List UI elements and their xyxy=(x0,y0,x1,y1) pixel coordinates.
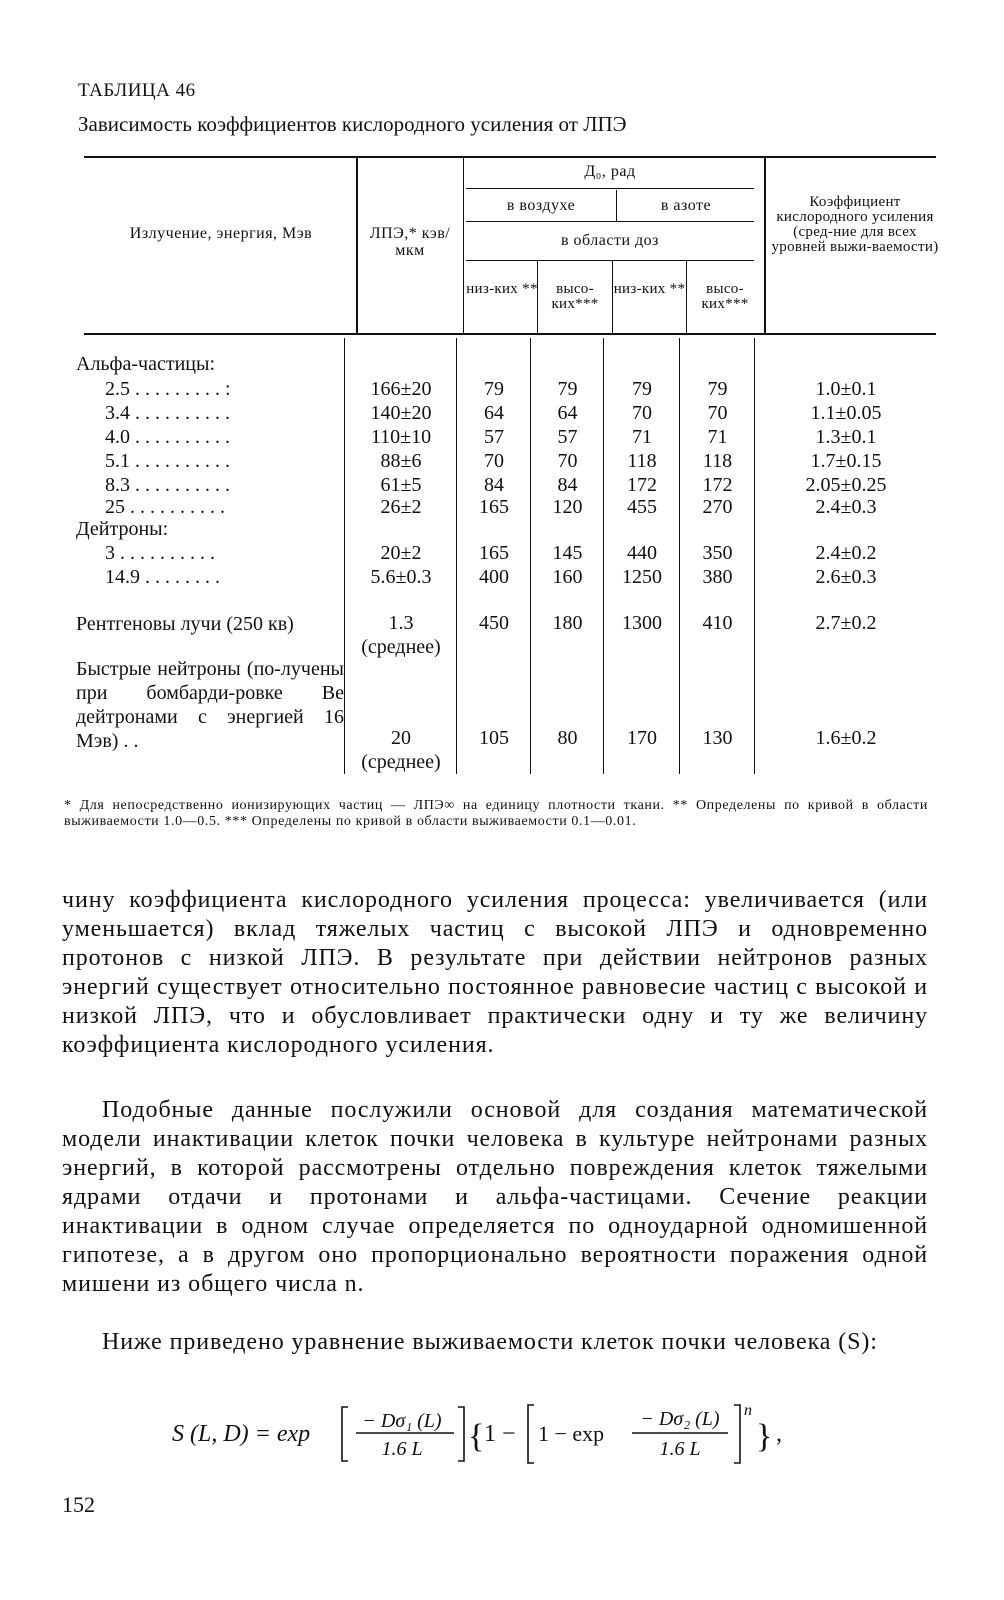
cell-air-high: 84 xyxy=(557,474,578,496)
cell-n2-high: 118 xyxy=(702,450,733,472)
d0-rule xyxy=(466,188,754,189)
header-in-nitrogen: в азоте xyxy=(660,197,712,214)
row-label: 3.4 . . . . . . . . . . xyxy=(105,402,230,424)
header-low-n2: низ-ких ** xyxy=(613,281,686,297)
cell-air-high: 120 xyxy=(552,496,583,518)
header-vline-6 xyxy=(612,261,613,334)
cell-oer: 1.3±0.1 xyxy=(815,426,877,448)
cell-air-high: 79 xyxy=(557,378,578,400)
header-vline-1 xyxy=(356,158,358,334)
formula-inner: 1 − exp xyxy=(538,1421,605,1446)
group-deuterons: Дейтроны: xyxy=(76,518,169,540)
header-let: ЛПЭ,* кэв/мкм xyxy=(369,225,451,259)
cell-oer: 1.6±0.2 xyxy=(815,727,877,749)
formula-mid: 1 − xyxy=(484,1421,516,1447)
bracket-left-2 xyxy=(528,1405,534,1463)
cell-n2-high: 79 xyxy=(707,378,728,400)
formula-tail: , xyxy=(776,1421,782,1447)
cell-n2-low: 1300 xyxy=(622,612,662,634)
cell-n2-low: 172 xyxy=(627,474,657,496)
cell-let: 61±5 xyxy=(380,474,422,496)
header-in-air: в воздухе xyxy=(506,197,576,214)
cell-n2-high: 270 xyxy=(702,496,733,518)
cell-n2-high: 380 xyxy=(702,566,733,588)
paragraph-2: Подобные данные послужили основой для создания математической модели инактивации клеток почки человека в культуре нейтронами разных энергий, в которой рассмотрены отдельно повреждения клеток тяжелыми ядрами отдачи и протонами и альфа-частицами. Сечение реакции инактивации в одном случае определяется по одноударной одномишенной гипотезе, а в другом оно пропорционально вероятности поражения одной мишени из общего числа n. xyxy=(62,1097,928,1297)
header-oer: Коэффициент кислородного усиления (сред-ние для всех уровней выжи-ваемости) xyxy=(771,194,939,255)
cell-n2-low: 455 xyxy=(627,496,657,518)
formula-num1: − Dσ₁ (L) xyxy=(362,1410,442,1432)
row-label: 3 . . . . . . . . . . xyxy=(105,542,215,564)
header-low-air: низ-ких ** xyxy=(466,281,538,297)
row-label: Рентгеновы лучи (250 кв) xyxy=(76,613,294,635)
cell-let: 5.6±0.3 xyxy=(370,566,432,588)
cell-oer: 1.1±0.05 xyxy=(810,402,882,424)
cell-air-high: 80 xyxy=(557,727,578,749)
paragraph-1: чину коэффициента кислородного усиления процесса: увеличивается (или уменьшается) вклад тяжелых частиц с высокой ЛПЭ и одновременно протонов с низкой ЛПЭ. В результате при действии нейтронов разных энергий существует относительно постоянное равновесие частиц с высокой и низкой ЛПЭ, что и обусловливает практически одну и ту же величину коэффициента кислородного усиления. xyxy=(62,887,928,1058)
cell-oer: 1.0±0.1 xyxy=(815,378,877,400)
cell-let: 140±20 xyxy=(370,402,432,424)
formula-num2: − Dσ₂ (L) xyxy=(640,1408,720,1430)
bracket-right-2 xyxy=(734,1405,740,1463)
table-title: Зависимость коэффициентов кислородного усиления от ЛПЭ xyxy=(78,112,627,136)
cell-air-high: 57 xyxy=(557,426,578,448)
cell-let: 1.3 xyxy=(388,612,414,634)
cell-air-low: 57 xyxy=(484,426,504,448)
cell-n2-low: 70 xyxy=(632,402,652,424)
cell-air-low: 64 xyxy=(484,402,504,424)
row-label: 2.5 . . . . . . . . . : xyxy=(105,378,231,400)
cell-air-low: 450 xyxy=(479,612,509,634)
table-label: ТАБЛИЦА 46 xyxy=(78,80,196,101)
header-d0: Д₀, рад xyxy=(584,163,636,180)
row-label: 8.3 . . . . . . . . . . xyxy=(105,474,230,496)
row-label: 25 . . . . . . . . . . xyxy=(105,496,225,518)
row-label: 4.0 . . . . . . . . . . xyxy=(105,426,230,448)
body-vline-1 xyxy=(344,338,345,774)
cell-air-low: 70 xyxy=(484,450,504,472)
cell-n2-high: 71 xyxy=(707,426,728,448)
air-nitrogen-rule xyxy=(466,221,754,222)
cell-air-high: 180 xyxy=(552,612,583,634)
cell-n2-low: 1250 xyxy=(622,566,662,588)
bracket-right-1 xyxy=(458,1407,464,1461)
cell-n2-high: 172 xyxy=(702,474,733,496)
formula-power: n xyxy=(744,1402,752,1419)
cell-n2-high: 130 xyxy=(702,727,733,749)
cell-air-high: 64 xyxy=(557,402,578,424)
body-vline-4 xyxy=(603,338,604,774)
formula-den2: 1.6 L xyxy=(659,1438,701,1460)
body-vline-6 xyxy=(754,338,755,774)
cell-oer: 2.4±0.3 xyxy=(815,496,877,518)
cell-air-low: 79 xyxy=(484,378,504,400)
cell-air-low: 165 xyxy=(479,496,509,518)
row-label: 5.1 . . . . . . . . . . xyxy=(105,450,230,472)
row-label: Быстрые нейтроны (по-лучены при бомбарди-ровке Ве дейтронами с энергией 16 Мэв) . . xyxy=(76,658,344,752)
group-alpha: Альфа-частицы: xyxy=(76,353,215,375)
cell-let-note: (среднее) xyxy=(361,751,441,773)
cell-let: 26±2 xyxy=(380,496,422,518)
cell-n2-low: 118 xyxy=(627,450,657,472)
cell-let: 20±2 xyxy=(380,542,422,564)
header-high-air: высо-ких*** xyxy=(551,281,599,312)
cell-n2-low: 440 xyxy=(627,542,657,564)
body-vline-5 xyxy=(679,338,680,774)
header-high-n2: высо-ких*** xyxy=(701,281,749,312)
cell-oer: 1.7±0.15 xyxy=(810,450,882,472)
table-footnote: * Для непосредственно ионизирующих частиц — ЛПЭ∞ на единицу плотности ткани. ** Определены по кривой в области выживаемости 1.0—0.5. *** Определены по кривой в области выживаемости 0.1—0.01. xyxy=(64,798,928,829)
table-top-rule xyxy=(84,156,936,158)
body-vline-2 xyxy=(456,338,457,774)
cell-let-note: (среднее) xyxy=(361,636,441,658)
body-vline-3 xyxy=(530,338,531,774)
row-label: 14.9 . . . . . . . . xyxy=(105,566,220,588)
cell-air-low: 84 xyxy=(484,474,504,496)
cell-let: 88±6 xyxy=(380,450,422,472)
dose-region-rule xyxy=(466,260,754,261)
cell-n2-low: 79 xyxy=(632,378,652,400)
brace-left: { xyxy=(468,1418,485,1455)
header-dose-region: в области доз xyxy=(561,232,659,249)
cell-air-high: 70 xyxy=(557,450,578,472)
paragraph-3: Ниже приведено уравнение выживаемости клеток почки человека (S): xyxy=(102,1329,878,1355)
header-radiation: Излучение, энергия, Мэв xyxy=(129,225,313,242)
header-bottom-rule xyxy=(84,333,936,335)
cell-n2-high: 70 xyxy=(707,402,728,424)
bracket-left-1 xyxy=(342,1407,348,1461)
header-vline-3 xyxy=(764,158,766,334)
cell-oer: 2.05±0.25 xyxy=(805,474,887,496)
cell-oer: 2.4±0.2 xyxy=(815,542,877,564)
formula-lhs: S (L, D) = exp xyxy=(172,1421,311,1447)
cell-n2-high: 410 xyxy=(702,612,733,634)
header-vline-2 xyxy=(463,158,464,334)
cell-n2-low: 71 xyxy=(632,426,652,448)
cell-air-high: 160 xyxy=(552,566,583,588)
survival-equation xyxy=(172,1393,872,1473)
cell-air-low: 165 xyxy=(479,542,509,564)
page-number: 152 xyxy=(62,1492,95,1517)
cell-let: 110±10 xyxy=(370,426,432,448)
brace-right: } xyxy=(756,1418,773,1455)
cell-let: 20 xyxy=(391,727,411,749)
cell-n2-high: 350 xyxy=(702,542,733,564)
cell-let: 166±20 xyxy=(370,378,432,400)
formula-den1: 1.6 L xyxy=(381,1438,423,1460)
header-vline-4 xyxy=(616,190,617,222)
cell-oer: 2.7±0.2 xyxy=(815,612,877,634)
cell-n2-low: 170 xyxy=(627,727,657,749)
cell-air-low: 400 xyxy=(479,566,509,588)
cell-air-low: 105 xyxy=(479,727,509,749)
cell-oer: 2.6±0.3 xyxy=(815,566,877,588)
cell-air-high: 145 xyxy=(552,542,583,564)
